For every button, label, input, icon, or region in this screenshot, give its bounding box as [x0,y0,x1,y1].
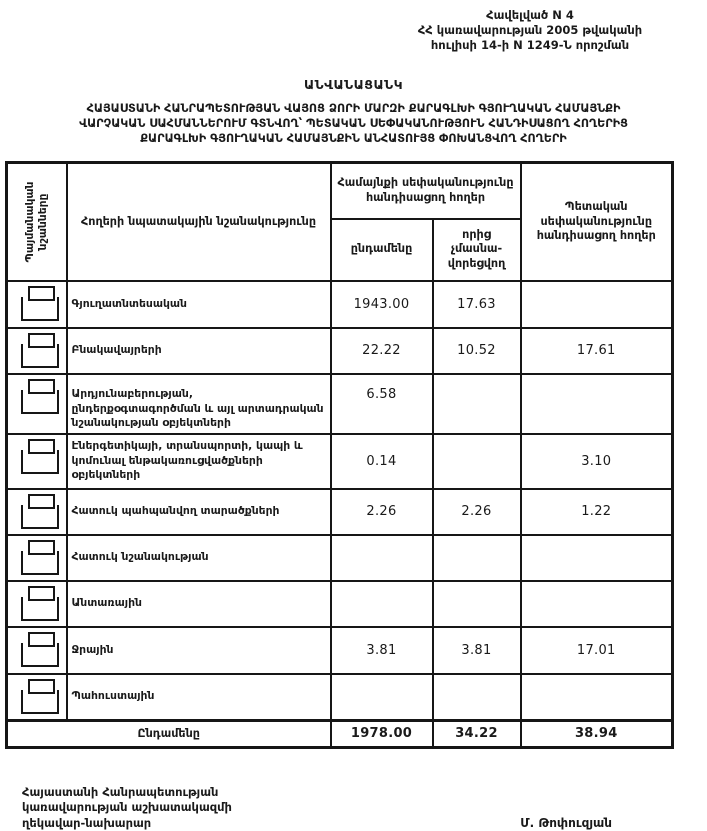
row-label: Պահուստային [67,674,331,721]
col-header-signs [7,163,67,281]
total-row-label: Ընդամենը [7,720,331,747]
table-row [7,489,673,535]
row-label: Էներգետիկայի, տրանսպորտի, կապի և կոմունալ ենթակառուցվածքների օբյեկտների [67,434,331,489]
land-type-symbol-icon [21,344,59,368]
table-row [7,374,673,434]
value-total: 22.22 [331,328,433,374]
table-row [7,627,673,674]
col-header-community-total: ընդամենը [331,219,433,281]
row-label: Բնակավայրերի [67,328,331,374]
land-type-symbol-icon [21,505,59,529]
col-header-community-non-privatized: որից չմասնա-վորեցվող [433,219,521,281]
value-total [331,674,433,721]
value-non-privatized: 10.52 [433,328,521,374]
land-type-symbol-icon [21,551,59,575]
footer [22,785,612,831]
row-label: Անտառային [67,581,331,627]
total-value-non-privatized: 34.22 [433,720,521,747]
table-row [7,535,673,581]
value-non-privatized: 3.81 [433,627,521,674]
col-header-purpose: Հողերի նպատակային նշանակությունը [67,163,331,281]
value-non-privatized [433,535,521,581]
col-header-signs-label: Պայմանական նշանները [22,181,49,263]
row-label: Գյուղատնտեսական [67,281,331,328]
value-total [331,535,433,581]
document-title: ԱՆՎԱՆԱՑԱՆԿ [303,76,404,92]
value-state: 1.22 [521,489,673,535]
row-label: Հատուկ նշանակության [67,535,331,581]
value-state: 17.01 [521,627,673,674]
signatory-title-line: Հայաստանի Հանրապետության [22,784,219,799]
value-state [521,581,673,627]
land-type-symbol-icon [21,450,59,474]
signatory-name: Մ. Թոփուզյան [520,816,612,831]
signatory-title-line: ղեկավար-նախարար [22,815,152,830]
row-label: Ջրային [67,627,331,674]
document-page [0,8,707,829]
table-row [7,581,673,627]
value-total: 0.14 [331,434,433,489]
table-row [7,281,673,328]
annex-line: Հավելված N 4 [486,8,574,22]
total-value-state: 38.94 [521,720,673,747]
annex-line: ՀՀ կառավարության 2005 թվականի [417,22,643,37]
value-non-privatized [433,374,521,434]
value-non-privatized [433,674,521,721]
col-header-community: Համայնքի սեփականությունը հանդիսացող հողեր [331,163,521,219]
land-type-symbol-icon [21,597,59,621]
row-label: Հատուկ պահպանվող տարածքների [67,489,331,535]
value-state [521,374,673,434]
value-state [521,535,673,581]
subtitle-line: ՀԱՅԱՍՏԱՆԻ ՀԱՆՐԱՊԵՏՈՒԹՅԱՆ ՎԱՅՈՑ ՁՈՐԻ ՄԱՐԶԻ ՔԱՐԱԳԼԽԻ ԳՅՈՒՂԱԿԱՆ ՀԱՄԱՅՆՔԻ [86,101,621,115]
value-state: 17.61 [521,328,673,374]
land-type-symbol-icon [21,643,59,667]
value-non-privatized: 17.63 [433,281,521,328]
signatory-title-line: կառավարության աշխատակազմի [22,800,232,815]
subtitle-line: ՔԱՐԱԳԼԽԻ ԳՅՈՒՂԱԿԱՆ ՀԱՄԱՅՆՔԻՆ ԱՆՀԱՏՈՒՅՑ ՓՈԽԱՆՑՎՈՂ ՀՈՂԵՐԻ [140,132,567,146]
document-subtitle [22,101,686,146]
table-row [7,674,673,721]
value-non-privatized [433,434,521,489]
value-state: 3.10 [521,434,673,489]
total-row [7,720,673,747]
value-state [521,281,673,328]
value-non-privatized: 2.26 [433,489,521,535]
signatory-title [22,785,232,831]
land-type-symbol-icon [21,690,59,714]
lands-table [5,161,674,749]
value-non-privatized [433,581,521,627]
total-value-total: 1978.00 [331,720,433,747]
land-type-symbol-icon [21,297,59,321]
annex-note [365,8,695,53]
value-total: 3.81 [331,627,433,674]
land-type-symbol-icon [21,390,59,414]
table-row [7,328,673,374]
annex-line: հուլիսի 14-ի N 1249-Ն որոշման [430,37,630,52]
table-row [7,434,673,489]
subtitle-line: ՎԱՐՉԱԿԱՆ ՍԱՀՄԱՆՆԵՐՈՒՄ ԳՏՆՎՈՂ՝ ՊԵՏԱԿԱՆ ՍԵՓԱԿԱՆՈՒԹՅՈՒՆ ՀԱՆԴԻՍԱՑՈՂ ՀՈՂԵՐԻՑ [79,116,628,130]
col-header-state: Պետական սեփականությունը հանդիսացող հողեր [521,163,673,281]
value-state [521,674,673,721]
value-total: 1943.00 [331,281,433,328]
value-total: 2.26 [331,489,433,535]
header-row-1 [7,163,673,219]
value-total: 6.58 [331,374,433,434]
value-total [331,581,433,627]
row-label: Արդյունաբերության, ընդերքօգտագործման և այլ արտադրական նշանակության օբյեկտների [67,374,331,434]
